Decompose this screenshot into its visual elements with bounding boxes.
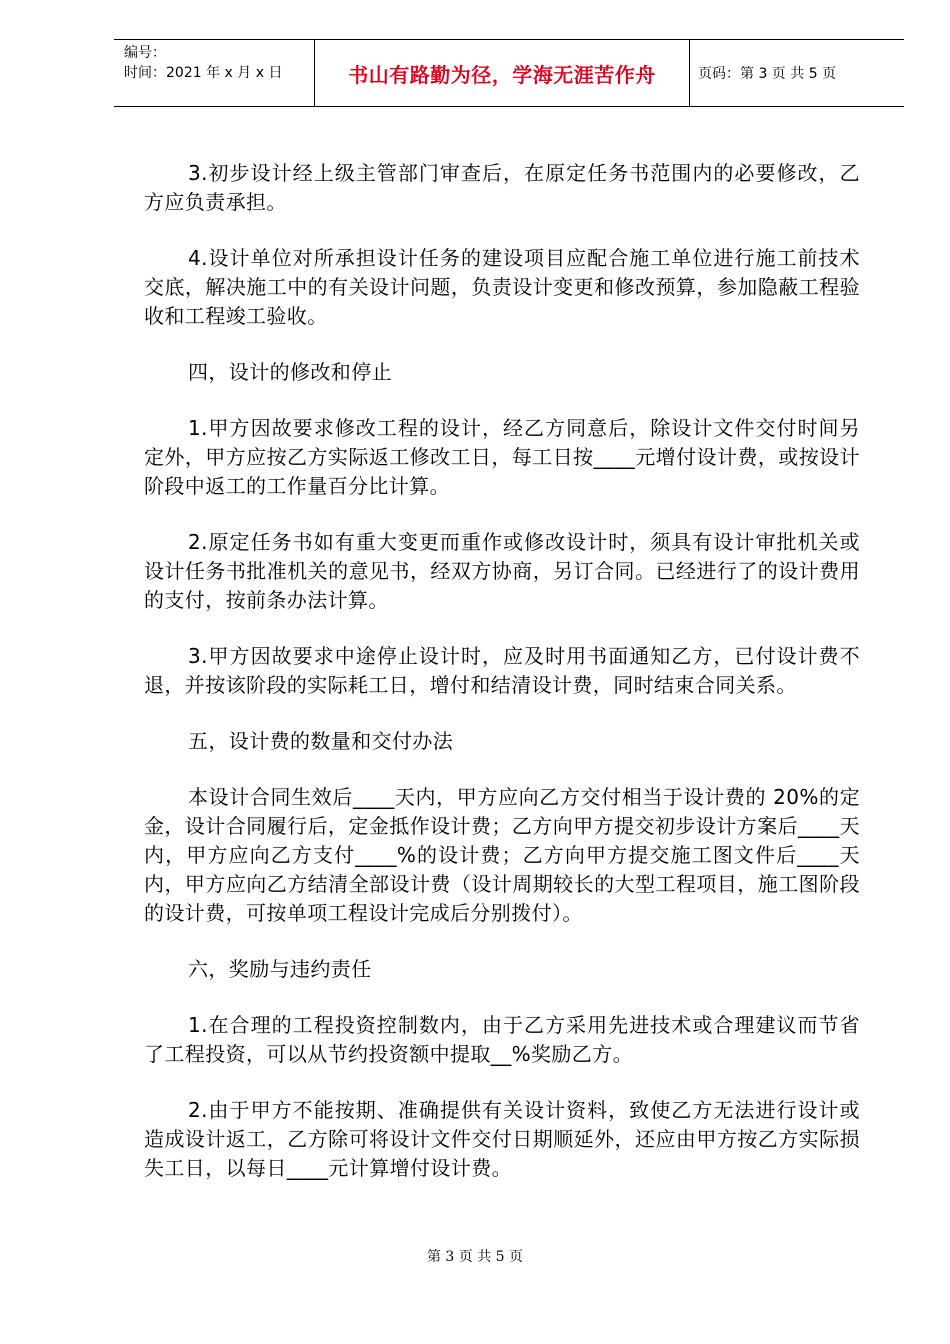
- paragraph: 1.在合理的工程投资控制数内，由于乙方采用先进技术或合理建议而节省了工程投资，可以从节约投资额中提取__%奖励乙方。: [144, 1013, 860, 1066]
- header-page-number: 页码：第 3 页 共 5 页: [698, 66, 837, 82]
- header-motto: 书山有路勤为径，学海无涯苦作舟: [315, 40, 690, 106]
- paragraph: 3.甲方因故要求中途停止设计时，应及时用书面通知乙方，已付设计费不退，并按该阶段的实际耗工日，增付和结清设计费，同时结束合同关系。: [144, 644, 860, 697]
- document-body: [144, 159, 860, 1210]
- paragraph: 3.初步设计经上级主管部门审查后，在原定任务书范围内的必要修改，乙方应负责承担。: [144, 161, 860, 214]
- paragraph: 4.设计单位对所承担设计任务的建设项目应配合施工单位进行施工前技术交底，解决施工中的有关设计问题，负责设计变更和修改预算，参加隐蔽工程验收和工程竣工验收。: [144, 246, 860, 328]
- page-header: [114, 39, 904, 107]
- header-meta: [114, 40, 315, 106]
- paragraph: 1.甲方因故要求修改工程的设计，经乙方同意后，除设计文件交付时间另定外，甲方应按乙方实际返工修改工日，每工日按____元增付设计费，或按设计阶段中返工的工作量百分比计算。: [144, 416, 860, 498]
- section-heading: 四，设计的修改和停止: [188, 360, 392, 384]
- paragraph: 本设计合同生效后____天内，甲方应向乙方交付相当于设计费的 20%的定金，设计合同履行后，定金抵作设计费；乙方向甲方提交初步设计方案后____天内，甲方应向乙方支付____%的设计费；乙方向甲方提交施工图文件后____天内，甲方应向乙方结清全部设计费（设计周期较长的大型工程项目，施工图阶段的设计费，可按单项工程设计完成后分别拨付）。: [144, 785, 860, 925]
- section-heading: 六，奖励与违约责任: [188, 957, 372, 981]
- paragraph: 2.由于甲方不能按期、准确提供有关设计资料，致使乙方无法进行设计或造成设计返工，乙方除可将设计文件交付日期顺延外，还应由甲方按乙方实际损失工日，以每日____元计算增付设计费。: [144, 1098, 860, 1180]
- page-footer: 第 3 页 共 5 页: [426, 1249, 524, 1265]
- document-date: 时间：2021 年 x 月 x 日: [124, 65, 283, 81]
- paragraph: 2.原定任务书如有重大变更而重作或修改设计时，须具有设计审批机关或设计任务书批准机关的意见书，经双方协商，另订合同。已经进行了的设计费用的支付，按前条办法计算。: [144, 530, 860, 612]
- section-heading: 五，设计费的数量和交付办法: [188, 729, 454, 753]
- document-number: 编号：: [124, 45, 166, 61]
